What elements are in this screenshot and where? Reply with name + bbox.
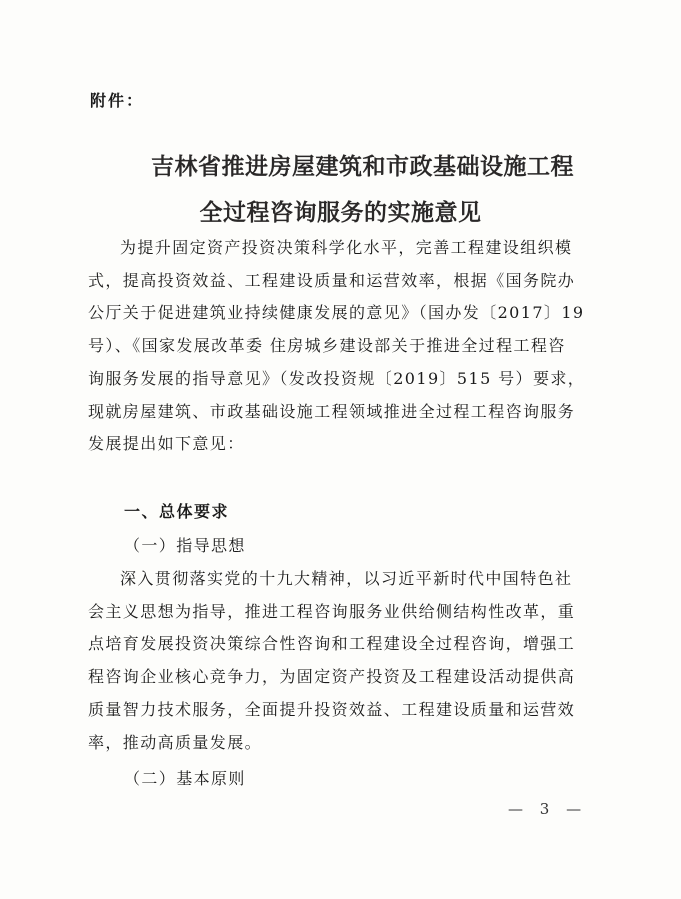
guiding-line: 点培育发展投资决策综合性咨询和工程建设全过程咨询，增强工 xyxy=(88,634,576,654)
section-heading: 一、总体要求 xyxy=(124,502,230,521)
intro-paragraph xyxy=(88,232,588,461)
intro-line: 询服务发展的指导意见》（发改投资规〔2019〕515 号）要求， xyxy=(88,368,586,388)
attachment-label: 附件： xyxy=(90,91,145,110)
subsection-heading: （一）指导思想 xyxy=(124,536,246,555)
intro-line: 现就房屋建筑、市政基础设施工程领域推进全过程工程咨询服务 xyxy=(88,401,576,421)
guiding-line: 率，推动高质量发展。 xyxy=(88,732,263,752)
intro-line: 号）、《国家发展改革委 住房城乡建设部关于推进全过程工程咨 xyxy=(88,336,566,356)
guiding-line: 会主义思想为指导，推进工程咨询服务业供给侧结构性改革，重 xyxy=(88,601,576,621)
subsection-heading: （二）基本原则 xyxy=(124,769,246,788)
document-title-line-2: 全过程咨询服务的实施意见 xyxy=(199,199,482,226)
guiding-line: 质量智力技术服务，全面提升投资效益、工程建设质量和运营效 xyxy=(88,699,576,719)
guiding-line: 程咨询企业核心竞争力，为固定资产投资及工程建设活动提供高 xyxy=(88,667,576,687)
document-title-line-1: 吉林省推进房屋建筑和市政基础设施工程 xyxy=(151,153,574,180)
intro-line: 发展提出如下意见： xyxy=(88,434,245,454)
intro-line: 公厅关于促进建筑业持续健康发展的意见》（国办发〔2017〕19 xyxy=(88,303,585,323)
page-number: — 3 — xyxy=(508,800,588,818)
intro-line: 式，提高投资效益、工程建设质量和运营效率，根据《国务院办 xyxy=(88,270,576,290)
guiding-paragraph xyxy=(88,563,588,759)
guiding-line: 深入贯彻落实党的十九大精神，以习近平新时代中国特色社 xyxy=(120,569,573,588)
intro-line: 为提升固定资产投资决策科学化水平，完善工程建设组织模 xyxy=(120,238,573,257)
